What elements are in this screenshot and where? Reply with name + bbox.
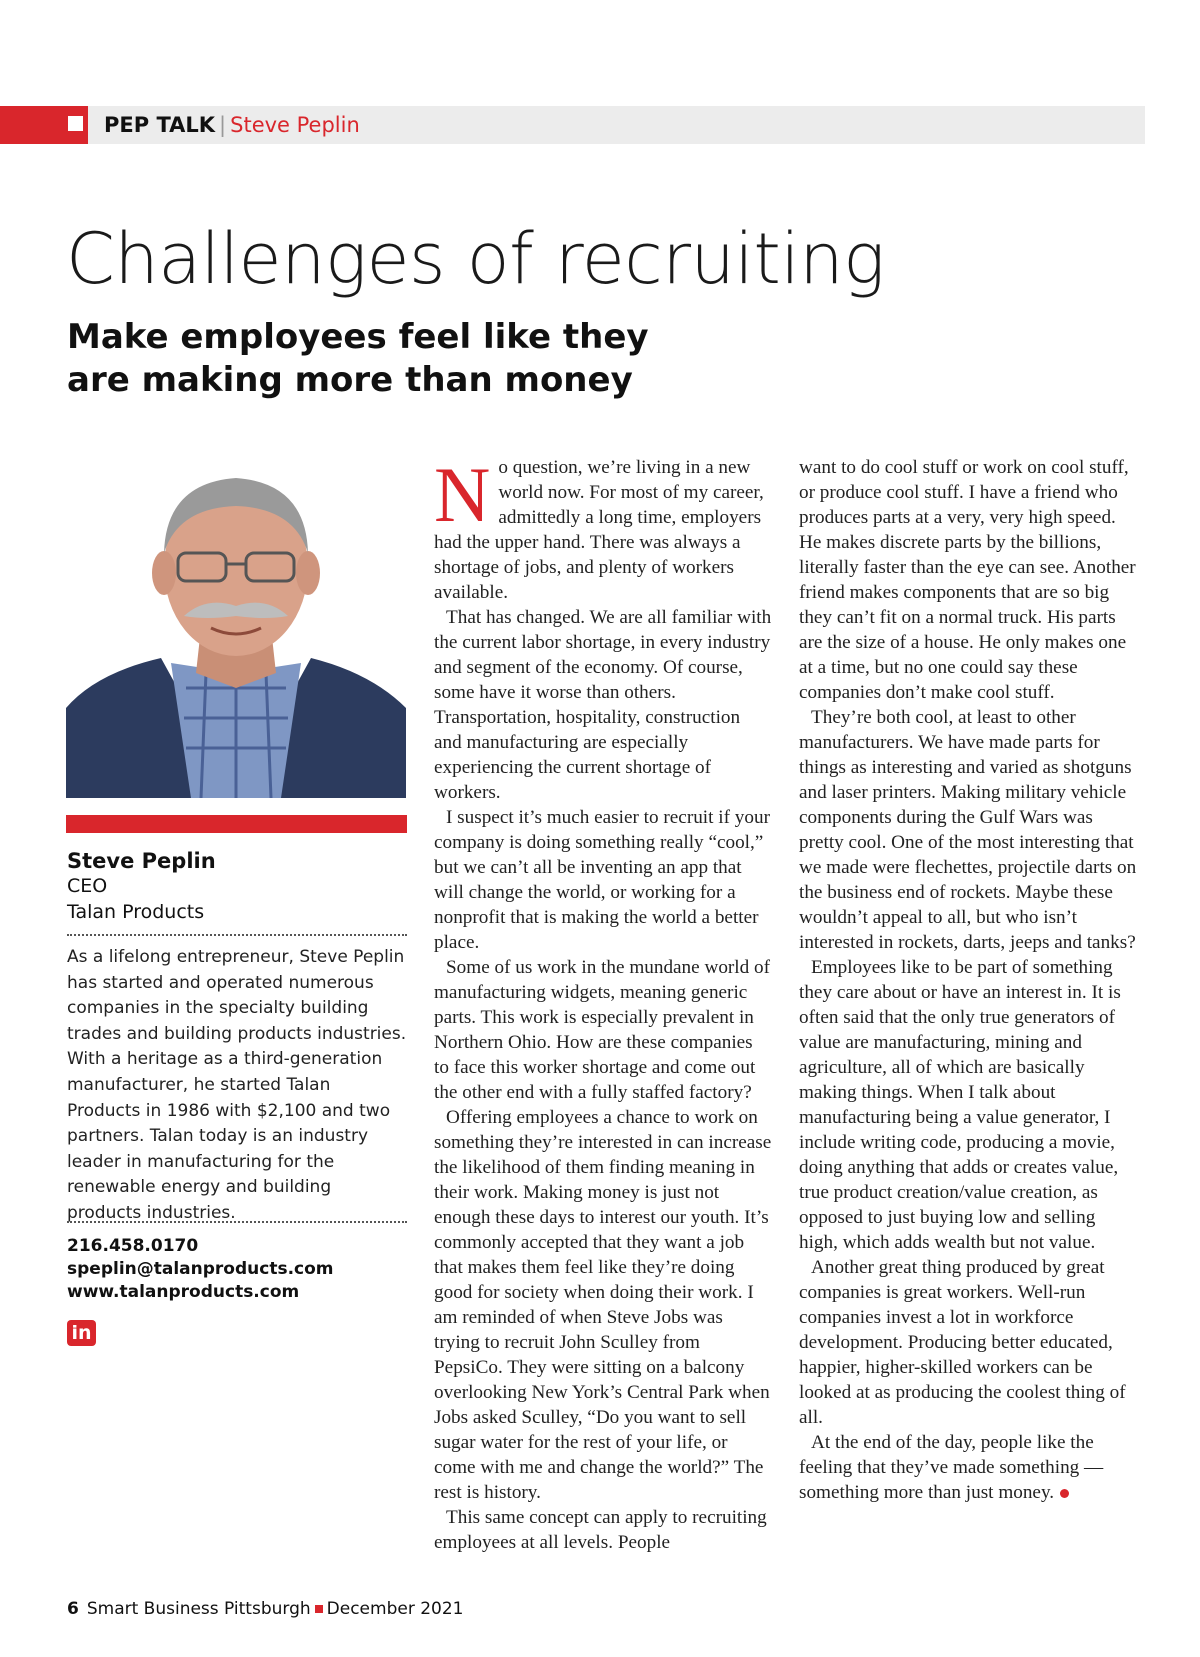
author-portrait-illustration xyxy=(66,458,406,798)
article-paragraph xyxy=(799,1430,1139,1505)
bio-title: CEO xyxy=(67,875,108,897)
article-paragraph: Another great thing produced by great companies is great workers. Well-run companies invest a lot in workforce development. Producing better educated, happier, higher-skilled workers can be looked at as producing the coolest thing of all. xyxy=(799,1257,1126,1428)
bio-name: Steve Peplin xyxy=(67,849,216,873)
article-paragraph: Some of us work in the mundane world of manufacturing widgets, meaning generic parts. This work is especially prevalent in Northern Ohio. How are these companies to face this worker shortage and come out the other end with a fully staffed factory? xyxy=(434,957,771,1103)
contact-email-link[interactable]: speplin@talanproducts.com xyxy=(67,1259,334,1279)
linkedin-icon[interactable]: in xyxy=(67,1320,96,1346)
drop-cap: N xyxy=(434,451,491,538)
page-footer xyxy=(67,1599,463,1619)
footer-square-icon xyxy=(315,1605,323,1613)
page-number: 6 xyxy=(67,1599,79,1619)
issue-date: December 2021 xyxy=(326,1599,464,1619)
publication-name: Smart Business Pittsburgh xyxy=(86,1599,311,1619)
article-paragraph: Employees like to be part of something they care about or have an interest in. It is often said that the only true generators of value are manufacturing, mining and agriculture, all of which are basically making things. When I talk about manufacturing being a value generator, I include writing code, producing a movie, doing anything that adds or creates value, true product creation/value creation, as opposed to just buying low and selling high, which adds wealth but not value. xyxy=(799,957,1121,1253)
photo-accent-bar xyxy=(66,815,407,833)
section-separator: | xyxy=(219,113,227,137)
bio-text: As a lifelong entrepreneur, Steve Peplin has started and operated numerous companies in the specialty building trades and building products industries. With a heritage as a third-generation manufacturer, he started Talan Products in 1986 with $2,100 and two partners. Talan today is an industry leader in manufacturing for the renewable energy and building products industries. xyxy=(67,947,407,1223)
paragraph-text: At the end of the day, people like the feeling that they’ve made something — something more than just money. xyxy=(799,1432,1104,1503)
end-mark-icon xyxy=(1060,1489,1069,1498)
article-paragraph: Offering employees a chance to work on something they’re interested in can increase the likelihood of them finding meaning in their work. Making money is just not enough these days to interest our youth. It’s commonly accepted that they want a job that makes them feel like they’re doing good for society when doing their work. I am reminded of when Steve Jobs was trying to recruit John Sculley from PepsiCo. They were sitting on a balcony overlooking New York’s Central Park when Jobs asked Sculley, “Do you want to sell sugar water for the rest of your life, or come with me and change the world?” The rest is history. xyxy=(434,1107,772,1503)
article-paragraph: This same concept can apply to recruiting employees at all levels. People xyxy=(434,1507,767,1553)
section-author: Steve Peplin xyxy=(230,113,360,137)
contact-website-link[interactable]: www.talanproducts.com xyxy=(67,1282,300,1302)
bio-company: Talan Products xyxy=(67,901,205,923)
article-paragraph: I suspect it’s much easier to recruit if your company is doing something really “cool,” but we can’t all be inventing an app that will change the world, or working for a nonprofit that is making the world a better place. xyxy=(434,807,770,953)
author-photo xyxy=(66,458,406,798)
paragraph-text: o question, we’re living in a new world now. For most of my career, admittedly a long time, employers had the upper hand. There was always a shortage of jobs, and plenty of workers available. xyxy=(434,457,764,603)
article-paragraph: want to do cool stuff or work on cool stuff, or produce cool stuff. I have a friend who produces parts at a very, very high speed. He makes discrete parts by the billions, literally faster than the eye can see. Another friend makes components that are so big they can’t fit on a normal truck. His parts are the size of a house. He only makes one at a time, but no one could say these companies don’t make cool stuff. xyxy=(799,457,1136,703)
article-column-2 xyxy=(799,455,1139,1505)
section-header-bar xyxy=(0,106,1145,144)
article-subhead: Make employees feel like they are making more than money xyxy=(67,317,649,400)
article-headline: Challenges of recruiting xyxy=(66,218,885,300)
section-header-text xyxy=(104,113,360,137)
section-label: PEP TALK xyxy=(104,113,216,137)
contact-phone[interactable]: 216.458.0170 xyxy=(67,1236,199,1256)
contact-divider xyxy=(67,1221,407,1223)
article-paragraph: They’re both cool, at least to other manufacturers. We have made parts for things as interesting and varied as shotguns and laser printers. Making military vehicle components during the Gulf Wars was pretty cool. One of the most interesting that we made were flechettes, projectile darts on the business end of rockets. Maybe these wouldn’t appeal to all, but who isn’t interested in rockets, darts, jeeps and tanks? xyxy=(799,707,1137,953)
section-header-square-icon xyxy=(68,116,83,131)
article-paragraph xyxy=(434,451,772,605)
article-column-1 xyxy=(434,451,772,1555)
article-paragraph: That has changed. We are all familiar with the current labor shortage, in every industry and segment of the economy. Of course, some have it worse than others. Transportation, hospitality, construction and manufacturing are especially experiencing the current shortage of workers. xyxy=(434,607,772,803)
bio-divider xyxy=(67,934,407,936)
